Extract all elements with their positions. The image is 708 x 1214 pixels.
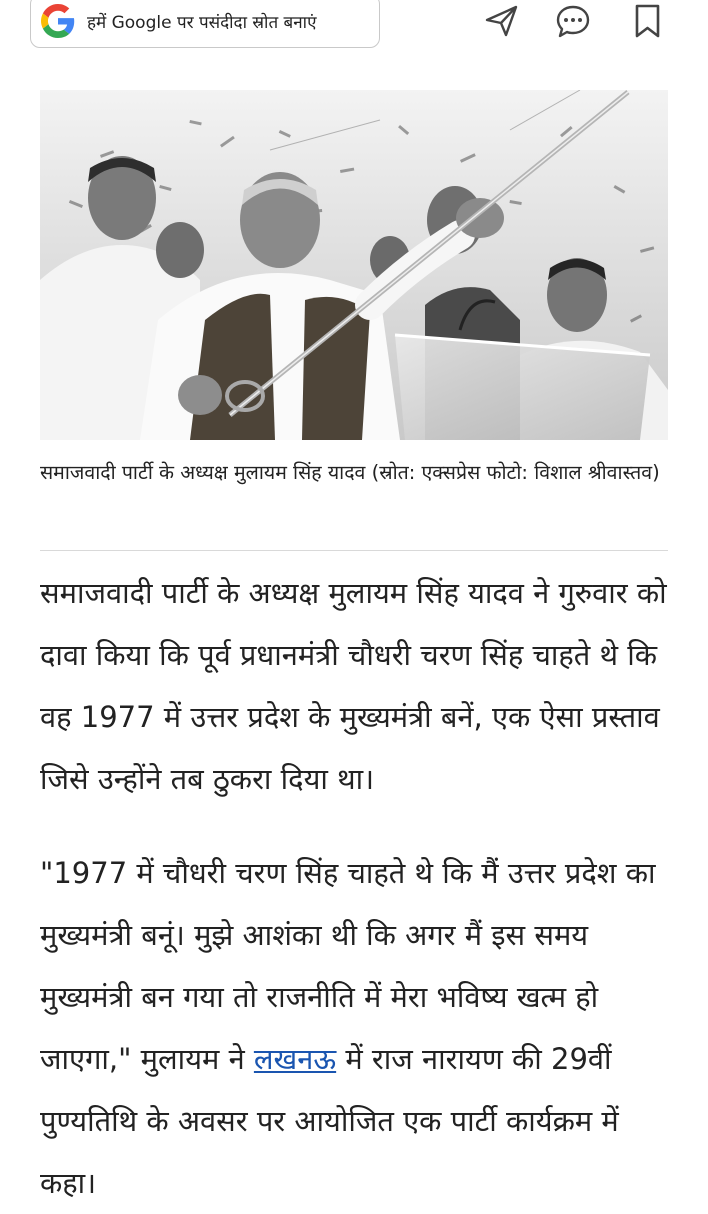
share-icon[interactable] [484,4,520,38]
photo-caption: समाजवादी पार्टी के अध्यक्ष मुलायम सिंह यादव (स्रोत: एक्सप्रेस फोटो: विशाल श्रीवास्तव) [40,461,660,484]
google-preferred-source-button[interactable] [30,0,380,48]
article-paragraph: समाजवादी पार्टी के अध्यक्ष मुलायम सिंह यादव ने गुरुवार को दावा किया कि पूर्व प्रधानमंत्री चौधरी चरण सिंह चाहते थे कि वह 1977 में उत्तर प्रदेश के मुख्यमंत्री बनें, एक ऐसा प्रस्ताव जिसे उन्होंने तब ठुकरा दिया था। [40,576,667,796]
divider [40,550,668,551]
article-body [40,562,680,1214]
comment-icon[interactable] [555,4,591,38]
paragraph-text: में राज नारायण की 29वीं पुण्यतिथि के अवसर पर आयोजित एक पार्टी कार्यक्रम में कहा। [40,1042,619,1200]
article-paragraph [40,842,680,1214]
lucknow-link[interactable]: लखनऊ [253,1042,337,1076]
google-source-label: हमें Google पर पसंदीदा स्रोत बनाएं [87,12,317,33]
paragraph-text: "1977 में चौधरी चरण सिंह चाहते थे कि मैं उत्तर प्रदेश का मुख्यमंत्री बनूं। मुझे आशंका थी कि अगर मैं इस समय मुख्यमंत्री बन गया तो राजनीति में मेरा भविष्य खत्म हो जाएगा," मुलायम ने [40,856,656,1076]
top-toolbar [0,0,708,62]
google-logo-icon [41,4,75,38]
article-photo [40,90,668,440]
bookmark-icon[interactable] [630,4,666,38]
